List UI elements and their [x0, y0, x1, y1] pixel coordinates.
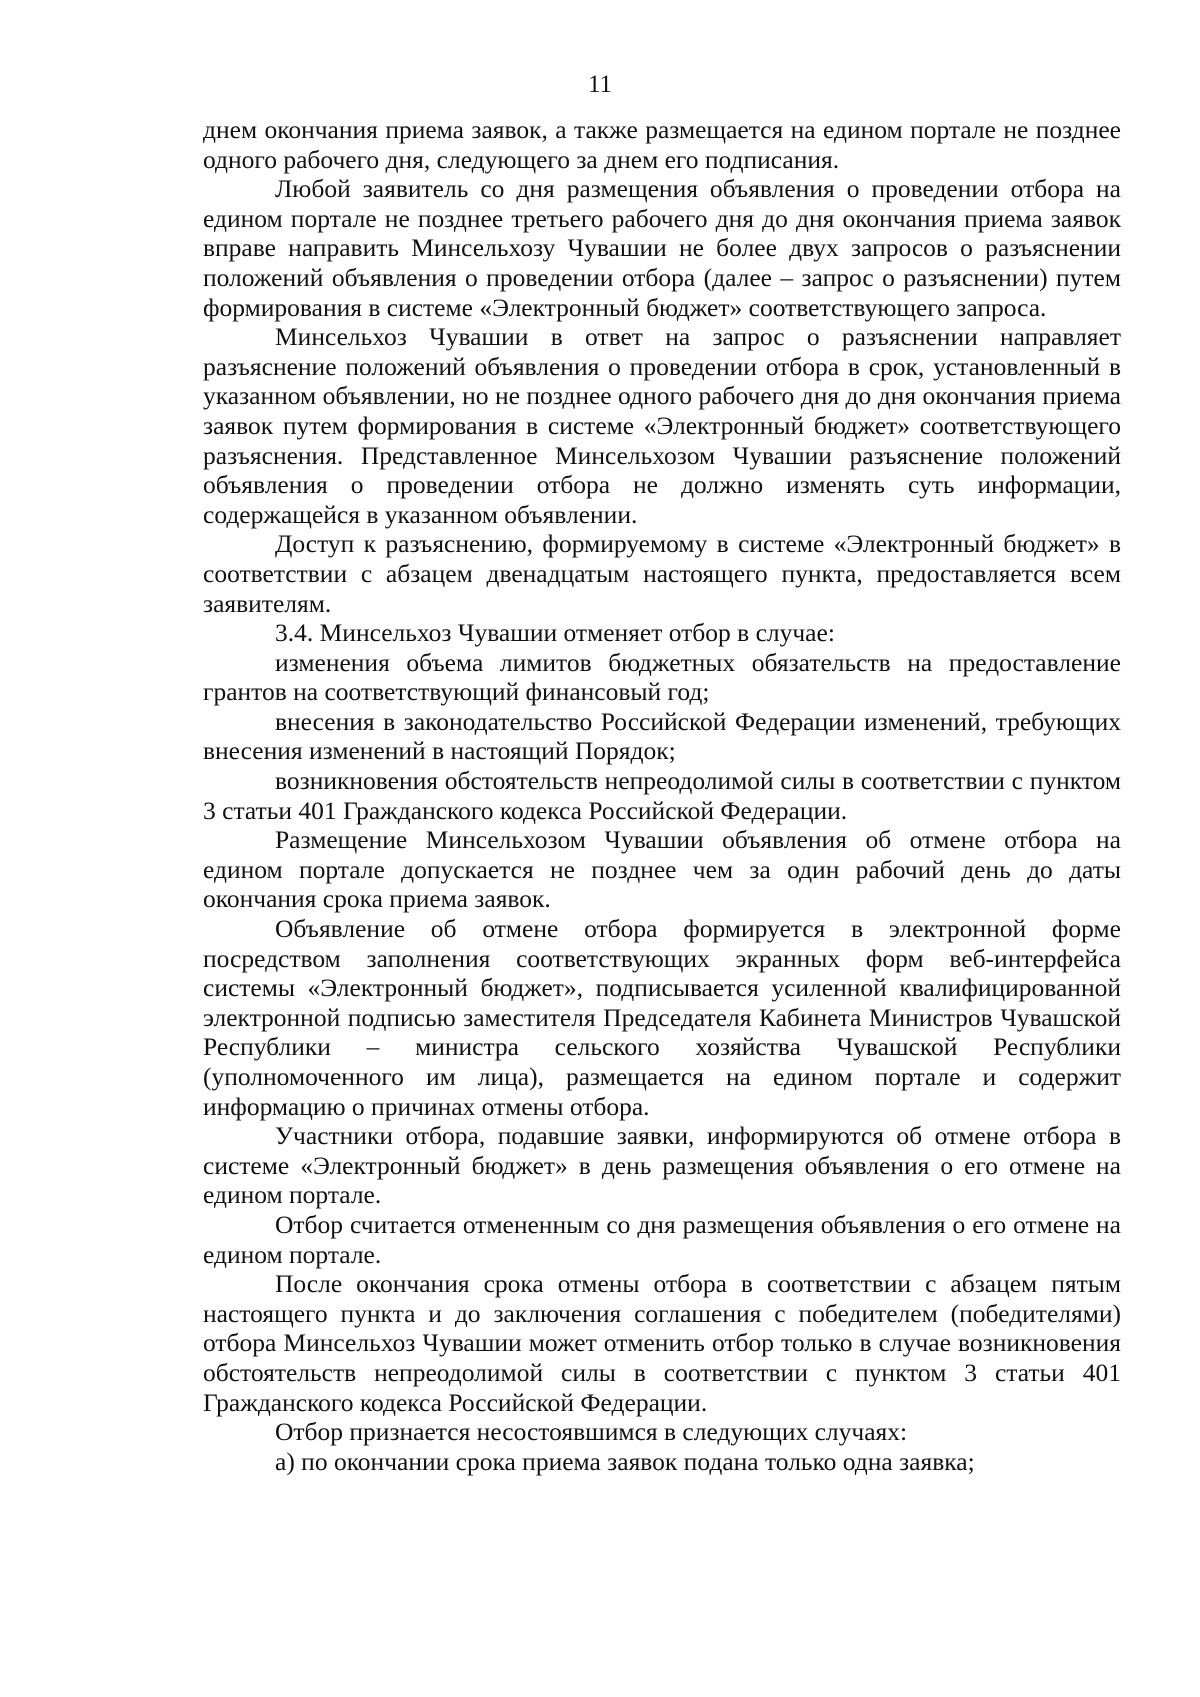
paragraph-clause-3-4: 3.4. Минсельхоз Чувашии отменяет отбор в случае: [275, 618, 835, 648]
paragraph-continuation: днем окончания приема заявок, а также размещается на едином портале не позднее одного рабочего дня, следующего за днем его подписания. [203, 115, 1121, 174]
paragraph-case-legislation: внесения в законодательство Российской Федерации изменений, требующих внесения изменений в настоящий Порядок; [203, 706, 1121, 766]
paragraph-clarification-response: Минсельхоз Чувашии в ответ на запрос о разъяснении направляет разъяснение положений объявления о проведении отбора в срок, установленный в указанном объявлении, но не позднее одного рабочего дня до дня окончания приема заявок путем формирования в системе «Электронный бюджет» соответствующего разъяснения. Представленное Минсельхозом Чувашии разъяснение положений объявления о проведении отбора не должно изменять суть информации, содержащейся в указанном объявлении. [203, 322, 1121, 529]
page-number: 11 [587, 71, 613, 98]
document-body [203, 115, 1121, 1476]
paragraph-cancelled-date: Отбор считается отмененным со дня размещения объявления о его отмене на едином портале. [203, 1209, 1121, 1269]
paragraph-case-limits: изменения объема лимитов бюджетных обязательств на предоставление грантов на соответствующий финансовый год; [203, 647, 1121, 707]
paragraph-after-cancellation-deadline: После окончания срока отмены отбора в соответствии с абзацем пятым настоящего пункта и до заключения соглашения с победителем (победителями) отбора Минсельхоз Чувашии может отменить отбор только в случае возникновения обстоятельств непреодолимой силы в соответствии с пунктом 3 статьи 401 Гражданского кодекса Российской Федерации. [203, 1269, 1121, 1417]
paragraph-cancellation-posting: Размещение Минсельхозом Чувашии объявления об отмене отбора на едином портале допускается не позднее чем за один рабочий день до даты окончания срока приема заявок. [203, 825, 1121, 914]
paragraph-clarification-request: Любой заявитель со дня размещения объявления о проведении отбора на едином портале не позднее третьего рабочего дня до дня окончания приема заявок вправе направить Минсельхозу Чувашии не более двух запросов о разъяснении положений объявления о проведении отбора (далее – запрос о разъяснении) путем формирования в системе «Электронный бюджет» соответствующего запроса. [203, 174, 1121, 322]
paragraph-case-a: а) по окончании срока приема заявок подана только одна заявка; [275, 1446, 975, 1476]
paragraph-case-force-majeure: возникновения обстоятельств непреодолимой силы в соответствии с пунктом 3 статьи 401 Гражданского кодекса Российской Федерации. [203, 766, 1121, 825]
paragraph-participants-informed: Участники отбора, подавшие заявки, информируются об отмене отбора в системе «Электронный бюджет» в день размещения объявления о его отмене на едином портале. [203, 1121, 1121, 1210]
paragraph-cancellation-form: Объявление об отмене отбора формируется в электронной форме посредством заполнения соответствующих экранных форм веб-интерфейса системы «Электронный бюджет», подписывается усиленной квалифицированной электронной подписью заместителя Председателя Кабинета Министров Чувашской Республики – министра сельского хозяйства Чувашской Республики (уполномоченного им лица), размещается на едином портале и содержит информацию о причинах отмены отбора. [203, 914, 1121, 1121]
paragraph-failed-selection: Отбор признается несостоявшимся в следующих случаях: [275, 1417, 908, 1447]
paragraph-clarification-access: Доступ к разъяснению, формируемому в системе «Электронный бюджет» в соответствии с абзацем двенадцатым настоящего пункта, предоставляется всем заявителям. [203, 529, 1121, 618]
